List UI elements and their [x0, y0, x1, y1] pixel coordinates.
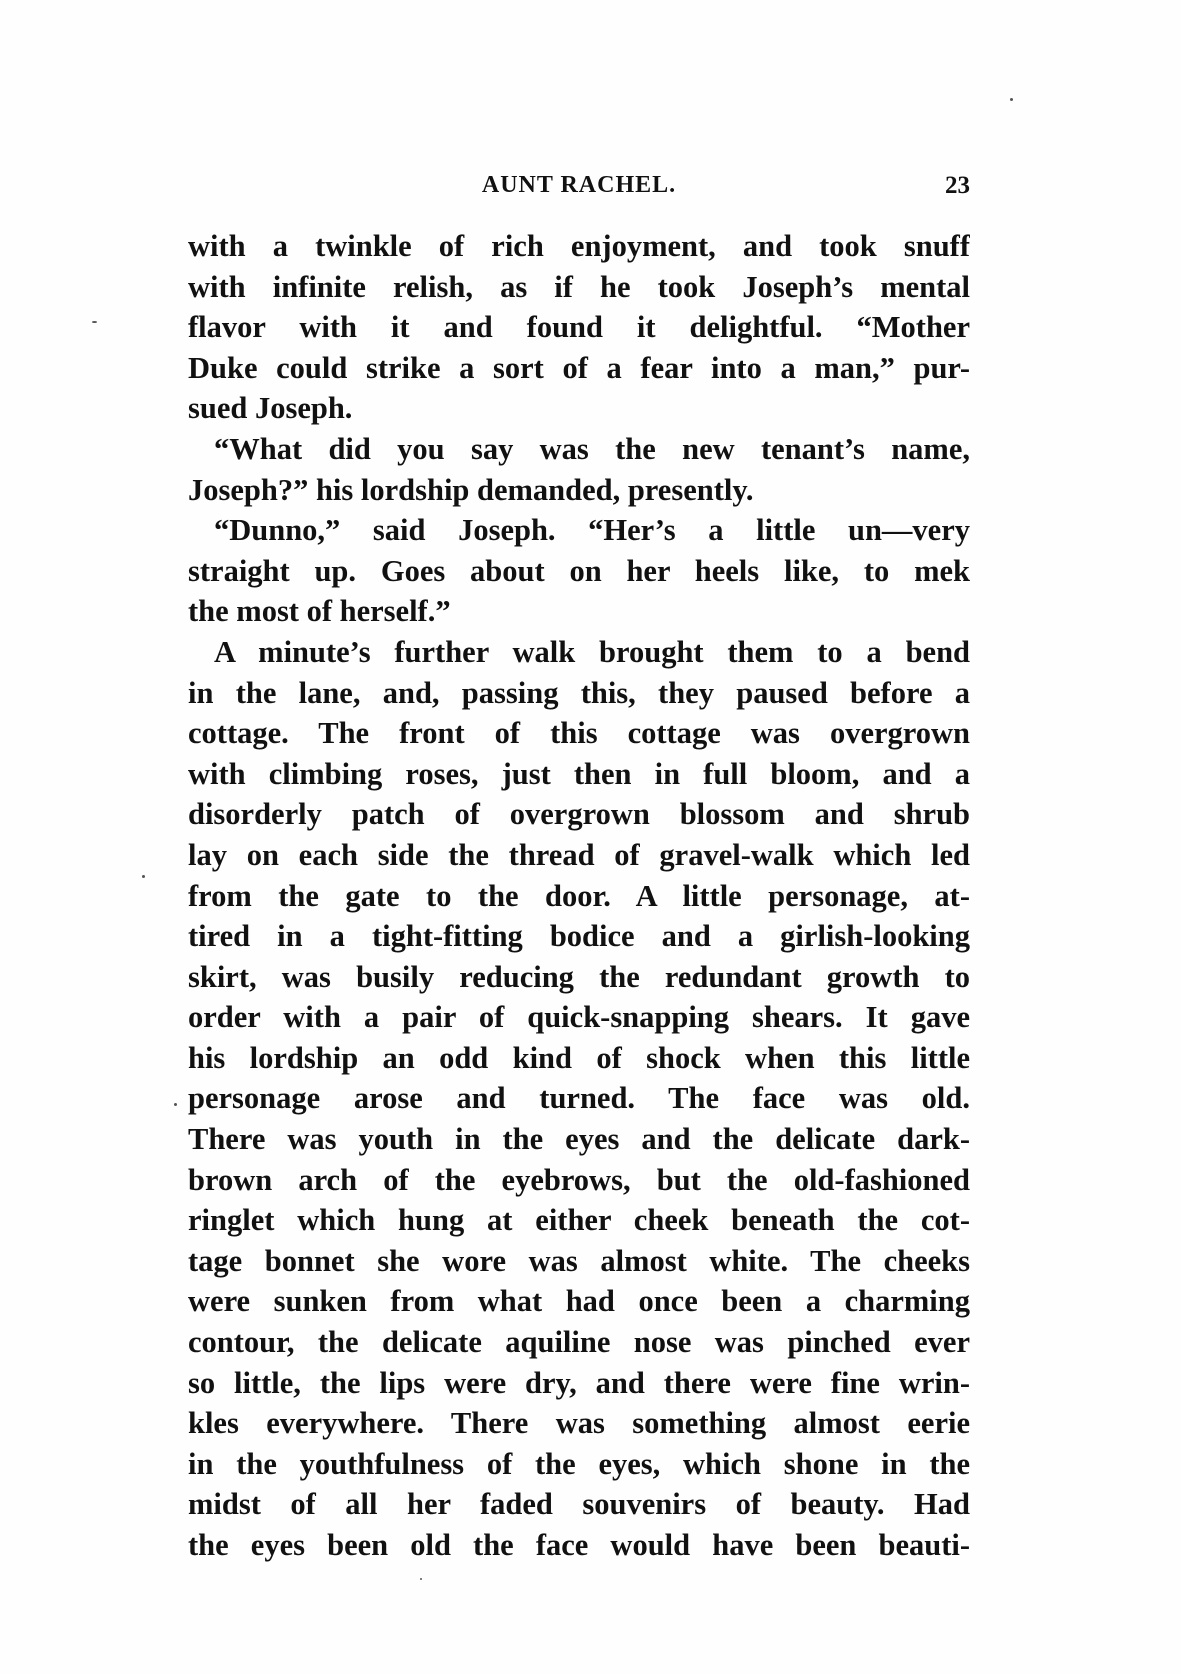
text-line: Duke could strike a sort of a fear into a man,” pur-: [188, 350, 970, 385]
text-line: contour, the delicate aquiline nose was pinched ever: [188, 1325, 970, 1360]
text-line: lay on each side the thread of gravel-walk which led: [188, 837, 970, 872]
text-line: “What did you say was the new tenant’s name,: [214, 431, 970, 466]
text-line: tired in a tight-fitting bodice and a girlish-looking: [188, 919, 970, 954]
text-line: A minute’s further walk brought them to a bend: [214, 634, 970, 669]
text-line: so little, the lips were dry, and there were fine wrin-: [188, 1365, 970, 1400]
text-line: in the youthfulness of the eyes, which shone in the: [188, 1446, 970, 1481]
text-line: with a twinkle of rich enjoyment, and took snuff: [188, 229, 970, 263]
text-line: tage bonnet she wore was almost white. The cheeks: [188, 1243, 970, 1278]
body-text: [188, 226, 970, 1566]
text-line: Joseph?” his lordship demanded, presently.: [188, 472, 754, 507]
running-head: [188, 172, 970, 206]
scan-speck: [92, 321, 97, 323]
text-line: disorderly patch of overgrown blossom and shrub: [188, 797, 970, 832]
text-line: midst of all her faded souvenirs of beauty. Had: [188, 1487, 970, 1522]
scan-speck: [174, 1103, 177, 1106]
text-line: There was youth in the eyes and the delicate dark-: [188, 1122, 970, 1157]
scan-speck: [1010, 98, 1013, 101]
text-line: from the gate to the door. A little personage, at-: [188, 878, 970, 913]
text-line: kles everywhere. There was something almost eerie: [188, 1406, 970, 1441]
text-line: order with a pair of quick-snapping shears. It gave: [188, 1000, 970, 1035]
text-line: straight up. Goes about on her heels like, to mek: [188, 553, 970, 588]
text-line: with infinite relish, as if he took Joseph’s mental: [188, 269, 970, 304]
text-line: were sunken from what had once been a charming: [188, 1284, 970, 1319]
text-line: his lordship an odd kind of shock when this little: [188, 1040, 970, 1075]
text-line: the eyes been old the face would have been beauti-: [188, 1528, 970, 1562]
text-line: personage arose and turned. The face was old.: [188, 1081, 970, 1116]
text-line: sued Joseph.: [188, 391, 353, 426]
text-line: with climbing roses, just then in full bloom, and a: [188, 756, 970, 791]
text-line: ringlet which hung at either cheek beneath the cot-: [188, 1203, 970, 1238]
scan-speck: [420, 1578, 422, 1580]
text-line: skirt, was busily reducing the redundant growth to: [188, 959, 970, 994]
text-line: in the lane, and, passing this, they paused before a: [188, 675, 970, 710]
text-line: the most of herself.”: [188, 594, 451, 629]
scan-speck: [142, 875, 145, 878]
text-line: “Dunno,” said Joseph. “Her’s a little un—very: [214, 513, 970, 548]
running-title: AUNT RACHEL.: [481, 172, 677, 198]
text-line: cottage. The front of this cottage was overgrown: [188, 716, 970, 751]
page-number: 23: [945, 172, 970, 199]
text-line: brown arch of the eyebrows, but the old-fashioned: [188, 1162, 970, 1197]
text-line: flavor with it and found it delightful. “Mother: [188, 310, 970, 345]
